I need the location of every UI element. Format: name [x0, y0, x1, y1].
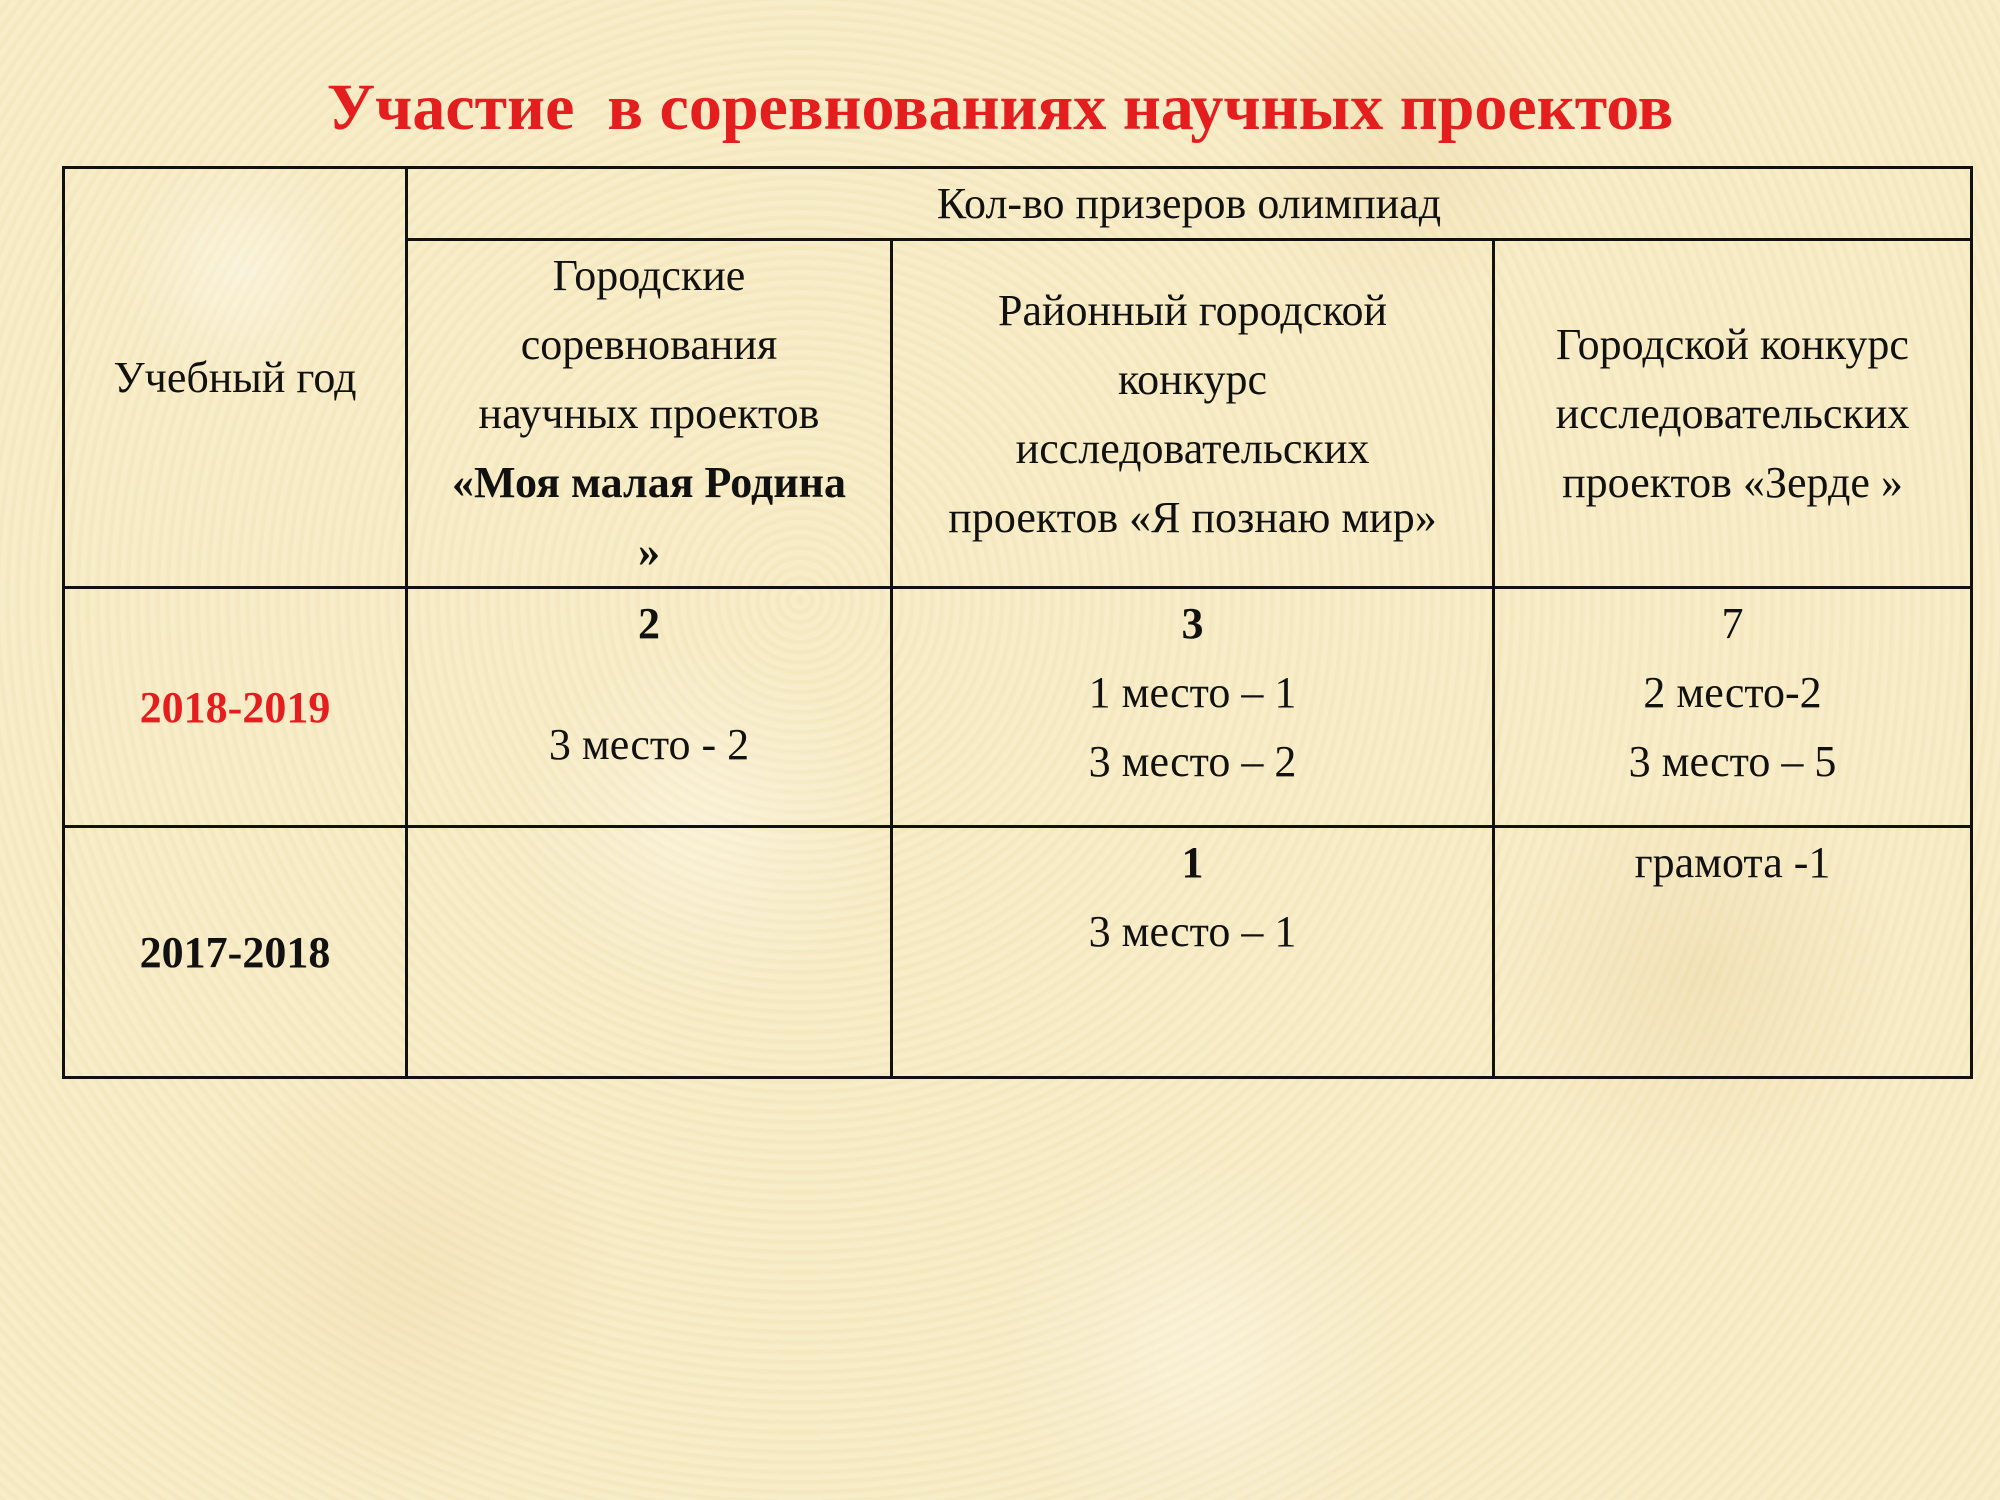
column-header-zerde-contest — [1494, 240, 1972, 588]
group-header-cell — [407, 168, 1972, 240]
cell-line: 1 место – 1 — [1088, 668, 1297, 717]
cell-spacer — [416, 658, 882, 710]
table-cell — [1494, 588, 1972, 827]
year-label: 2017-2018 — [139, 927, 331, 977]
results-table — [62, 166, 1973, 1079]
year-cell — [64, 827, 407, 1078]
table-row — [64, 588, 1972, 827]
column-header-line: соревнования — [520, 320, 778, 369]
column-header-line: конкурс — [1118, 354, 1267, 404]
column-header-line: исследовательских — [1555, 389, 1910, 438]
table-row — [64, 827, 1972, 1078]
header-row-group — [64, 168, 1972, 240]
cell-line: грамота -1 — [1634, 838, 1831, 887]
column-header-line: Районный городской — [997, 285, 1388, 335]
column-header-city-competition — [407, 240, 892, 588]
cell-total: 7 — [1721, 599, 1744, 648]
year-cell — [64, 588, 407, 827]
year-label: 2018-2019 — [139, 682, 331, 732]
cell-line: 3 место – 2 — [1088, 737, 1297, 786]
column-header-line: исследовательских — [1015, 423, 1370, 473]
table-cell — [892, 827, 1494, 1078]
cell-line: 3 место - 2 — [548, 720, 750, 769]
table-cell — [407, 827, 892, 1078]
column-header-line: научных проектов — [478, 389, 820, 438]
column-header-line: » — [638, 527, 660, 576]
table-cell — [892, 588, 1494, 827]
column-header-line: Городской конкурс — [1556, 320, 1909, 369]
table-cell — [407, 588, 892, 827]
column-header-district-contest — [892, 240, 1494, 588]
column-header-line: «Моя малая Родина — [452, 458, 846, 507]
year-header-cell — [64, 168, 407, 588]
cell-total: 3 — [1181, 599, 1204, 648]
group-header-label: Кол-во призеров олимпиад — [936, 179, 1442, 228]
cell-line: 3 место – 1 — [1088, 907, 1297, 956]
cell-line: 2 место-2 — [1643, 668, 1822, 717]
column-header-line: проектов «Я познаю мир» — [948, 492, 1437, 542]
cell-total: 1 — [1181, 838, 1204, 887]
table-cell — [1494, 827, 1972, 1078]
cell-total: 2 — [638, 599, 660, 648]
year-header-label: Учебный год — [113, 353, 357, 402]
cell-line: 3 место – 5 — [1628, 737, 1837, 786]
column-header-line: Городские — [552, 251, 746, 300]
page-title: Участие в соревнованиях научных проектов — [326, 71, 1674, 144]
column-header-line: проектов «Зерде » — [1562, 458, 1903, 507]
